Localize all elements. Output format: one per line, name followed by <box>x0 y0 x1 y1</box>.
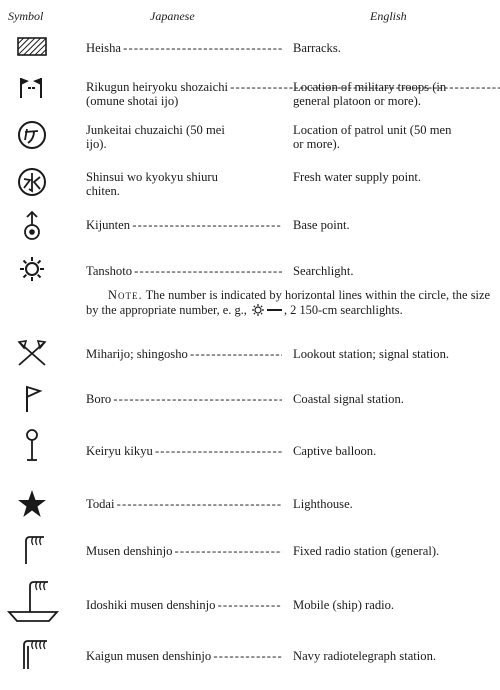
japanese-term: Miharijo; shingosho - - - <box>86 347 282 361</box>
balloon-icon <box>14 428 50 462</box>
japanese-term: Rikugun heiryoku shozaichi - - - (omune shotai ijo) <box>86 80 282 108</box>
japanese-term: Boro - - - <box>86 392 282 406</box>
troop-flags-icon <box>14 72 50 106</box>
japanese-term: Kijunten - - - <box>86 218 282 232</box>
japanese-term: Musen denshinjo - - - <box>86 544 282 558</box>
crossed-flags-icon <box>14 337 50 371</box>
japanese-term: Junkeitai chuzaichi (50 mei ijo). <box>86 123 225 151</box>
english-term: Searchlight. <box>293 264 354 278</box>
circled-water-icon <box>14 165 50 199</box>
note-text: The number is indicated by horizontal lines within the circle, the size by the appropriate number, e. g., <box>86 288 490 317</box>
english-term: Navy radiotelegraph station. <box>293 649 437 663</box>
japanese-term: Tanshoto - - - <box>86 264 282 278</box>
english-term: Lookout station; signal station. <box>293 347 450 361</box>
two-searchlights-icon <box>250 303 284 317</box>
japanese-term: Keiryu kikyu - - - <box>86 444 282 458</box>
note-text-end: , 2 150-cm searchlights. <box>283 302 403 317</box>
hatched-rectangle-icon <box>14 30 50 64</box>
english-term: Location of military troops (in general platoon or more). <box>293 80 447 108</box>
radio-mast-icon <box>14 532 50 566</box>
header-english: English <box>370 9 407 23</box>
star-icon <box>14 487 50 521</box>
header-symbol: Symbol <box>8 9 44 23</box>
japanese-term: Heisha - - - <box>86 41 282 55</box>
header-japanese: Japanese <box>150 9 195 23</box>
english-term: Captive balloon. <box>293 444 377 458</box>
english-term: Mobile (ship) radio. <box>293 598 395 612</box>
english-term: Coastal signal station. <box>293 392 404 406</box>
base-point-icon <box>14 209 50 243</box>
circled-ke-icon <box>14 118 50 152</box>
pennant-icon <box>14 382 50 416</box>
searchlight-icon <box>14 252 50 286</box>
japanese-term: Idoshiki musen denshinjo - - - <box>86 598 282 612</box>
japanese-term: Kaigun musen denshinjo - - - <box>86 649 282 663</box>
japanese-term: Todai - - - <box>86 497 282 511</box>
navy-radio-icon <box>14 636 50 670</box>
note-label: Note. <box>108 288 143 302</box>
ship-radio-icon <box>6 574 60 622</box>
english-term: Lighthouse. <box>293 497 353 511</box>
searchlight-note <box>86 289 490 317</box>
japanese-term: Shinsui wo kyokyu shiuru chiten. <box>86 170 218 198</box>
english-term: Location of patrol unit (50 men or more). <box>293 123 452 151</box>
english-term: Fixed radio station (general). <box>293 544 440 558</box>
english-term: Barracks. <box>293 41 341 55</box>
english-term: Base point. <box>293 218 350 232</box>
english-term: Fresh water supply point. <box>293 170 422 184</box>
